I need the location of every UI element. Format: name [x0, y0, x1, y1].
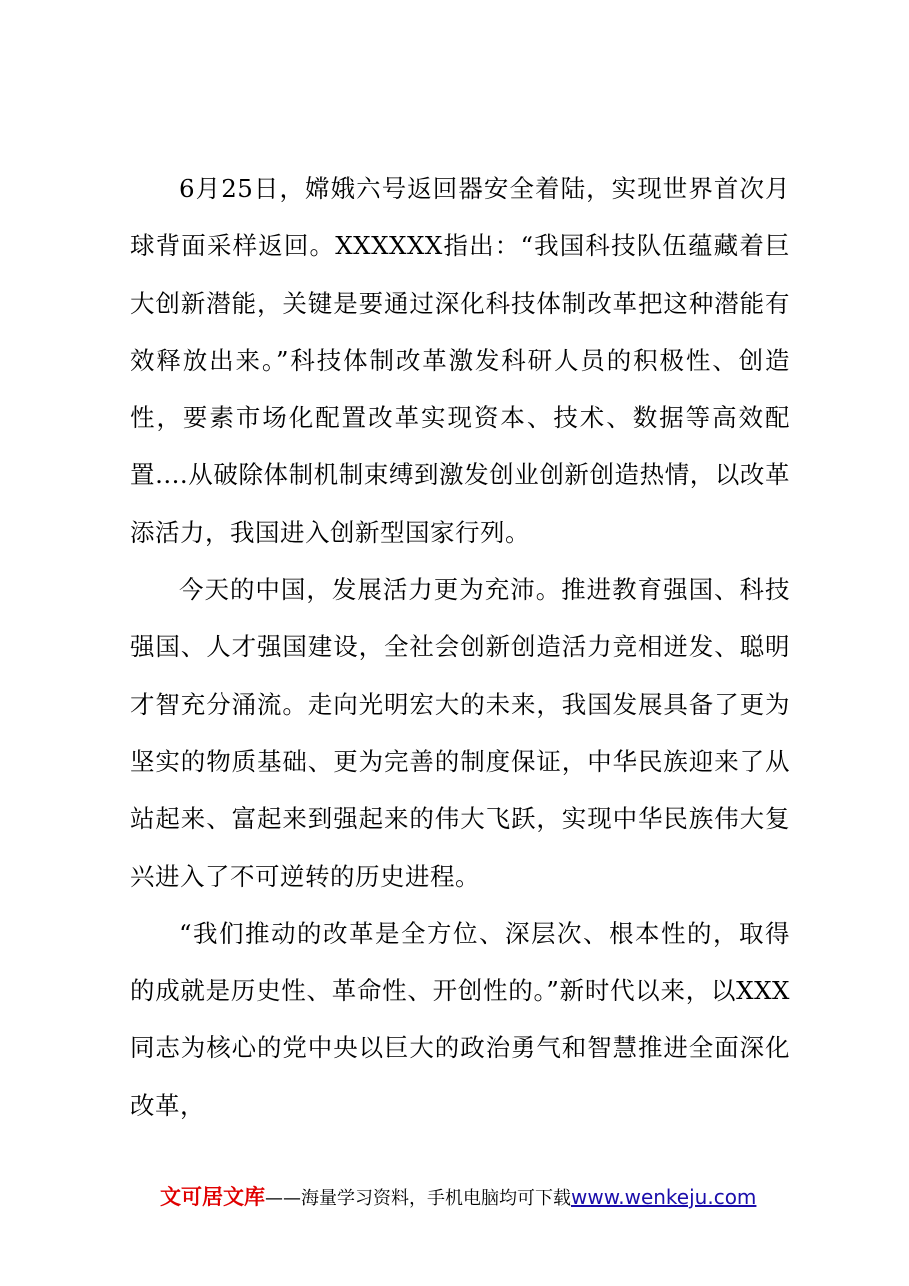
footer-tagline: ——海量学习资料，手机电脑均可下载 — [265, 1188, 571, 1209]
page-footer — [160, 1183, 780, 1213]
paragraph-1: 6月25日，嫦娥六号返回器安全着陆，实现世界首次月球背面采样返回。XXXXXX指出：“我国科技队伍蕴藏着巨大创新潜能，关键是要通过深化科技体制改革把这种潜能有效释放出来。”科技体制改革激发科研人员的积极性、创造性，要素市场化配置改革实现资本、技术、数据等高效配置....从破除体制机制束缚到激发创业创新创造热情，以改革添活力，我国进入创新型国家行列。 — [130, 174, 790, 547]
footer-brand: 文可居文库 — [160, 1185, 265, 1209]
footer-website-link[interactable]: www.wenkeju.com — [571, 1185, 757, 1209]
paragraph-2: 今天的中国，发展活力更为充沛。推进教育强国、科技强国、人才强国建设，全社会创新创造活力竞相迸发、聪明才智充分涌流。走向光明宏大的未来，我国发展具备了更为坚实的物质基础、更为完善的制度保证，中华民族迎来了从站起来、富起来到强起来的伟大飞跃，实现中华民族伟大复兴进入了不可逆转的历史进程。 — [130, 575, 790, 891]
document-body — [130, 160, 790, 1134]
paragraph-3: “我们推动的改革是全方位、深层次、根本性的，取得的成就是历史性、革命性、开创性的。”新时代以来，以XXX同志为核心的党中央以巨大的政治勇气和智慧推进全面深化改革， — [130, 918, 790, 1120]
